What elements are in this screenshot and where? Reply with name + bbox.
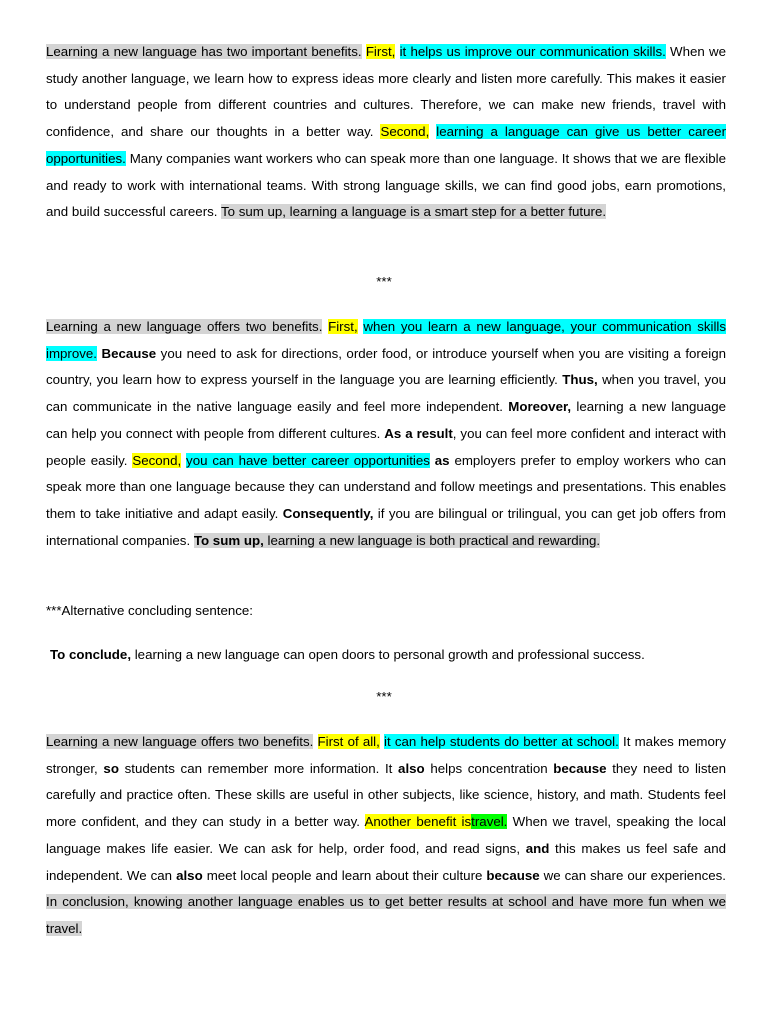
supporting-text: Many companies want workers who can speak more than one language. It shows that we are flexible and ready to work with international teams. With strong language skills, we can find good jobs, earn promotions, and build successful careers. <box>46 150 726 220</box>
first-point: when you learn a new language, your communication skills improve. <box>46 319 726 361</box>
linking-word: Thus, <box>562 372 598 388</box>
linking-word: as <box>434 452 450 468</box>
linking-word: Moreover, <box>508 399 572 415</box>
concluding-sentence: To sum up, learning a new language is both practical and rewarding. <box>193 532 601 548</box>
supporting-text: students can remember more information. It <box>124 760 393 776</box>
supporting-text: helps concentration <box>430 760 548 776</box>
concluding-sentence: To sum up, learning a language is a smart step for a better future. <box>220 204 607 220</box>
alternative-conclusion: To conclude, learning a new language can open doors to personal growth and professional success. <box>50 647 645 662</box>
supporting-text: learning a new language can help you connect with people from different cultures. <box>46 399 726 441</box>
first-marker: First of all, <box>317 734 380 749</box>
supporting-text: When we travel, speaking the local language makes life easier. We can ask for help, order food, and read signs, <box>46 814 726 856</box>
linking-word: To conclude, <box>50 647 132 662</box>
linking-word: also <box>398 760 425 776</box>
supporting-text: , you can feel more confident and interact with people easily. <box>46 425 727 468</box>
second-point: learning a language can give us better career opportunities. <box>46 124 726 166</box>
second-point: travel. <box>471 814 508 830</box>
linking-word: because <box>486 867 540 883</box>
first-marker: First, <box>365 44 396 59</box>
supporting-text: employers prefer to employ workers who can speak more than one language because they can understand and follow meetings and presentations. This enables them to take initiative and adapt easily. <box>46 452 727 521</box>
supporting-text: they need to listen carefully and practice often. These skills are useful in other subjects, like science, history, and math. Students feel more confident, and they can study in a better way. <box>46 760 727 830</box>
linking-word: To sum up, <box>193 532 264 548</box>
first-point: it can help students do better at school. <box>384 734 619 749</box>
separator: *** <box>376 689 392 704</box>
linking-word: also <box>176 867 203 883</box>
second-point: you can have better career opportunities <box>186 452 430 468</box>
supporting-text: When we study another language, we learn how to express ideas more clearly and listen more carefully. This makes it easier to understand people from different countries and cultures. Therefore, we can make new friends, travel with confidence, and share our thoughts in a better way. <box>46 44 726 140</box>
topic-sentence: Learning a new language offers two benefits. <box>46 734 314 749</box>
second-marker: Second, <box>380 124 430 140</box>
linking-word: Because <box>101 345 157 361</box>
paragraph-1 <box>46 39 726 226</box>
supporting-text: this makes us feel safe and independent. We can <box>46 840 726 883</box>
alternative-label: ***Alternative concluding sentence: <box>46 603 253 618</box>
supporting-text: when you travel, you can communicate in the native language easily and feel more independent. <box>46 372 726 415</box>
second-marker: Second, <box>132 452 182 468</box>
supporting-text: we can share our experiences. <box>543 867 726 883</box>
topic-sentence: Learning a new language has two important benefits. <box>46 44 362 59</box>
topic-sentence: Learning a new language offers two benefits. <box>46 319 323 334</box>
first-marker: First, <box>328 319 358 334</box>
paragraph-3 <box>46 729 726 943</box>
supporting-text: if you are bilingual or trilingual, you can get job offers from international companies. <box>46 505 726 548</box>
supporting-text: It makes memory stronger, <box>46 734 726 776</box>
linking-word: and <box>525 840 550 856</box>
linking-word: because <box>553 760 607 776</box>
concluding-sentence: In conclusion, knowing another language enables us to get better results at school and have more fun when we travel. <box>46 894 726 936</box>
linking-word: As a result <box>384 425 453 441</box>
linking-word: so <box>103 760 119 776</box>
first-point: it helps us improve our communication skills. <box>399 44 666 59</box>
supporting-text: you need to ask for directions, order food, or introduce yourself when you are visiting a foreign country, you learn how to express yourself in the language you are learning efficiently. <box>46 345 726 388</box>
supporting-text: meet local people and learn about their culture <box>206 867 483 883</box>
paragraph-2 <box>46 314 726 554</box>
second-marker: Another benefit is <box>364 814 472 830</box>
separator: *** <box>376 274 392 289</box>
linking-word: Consequently, <box>282 505 374 521</box>
